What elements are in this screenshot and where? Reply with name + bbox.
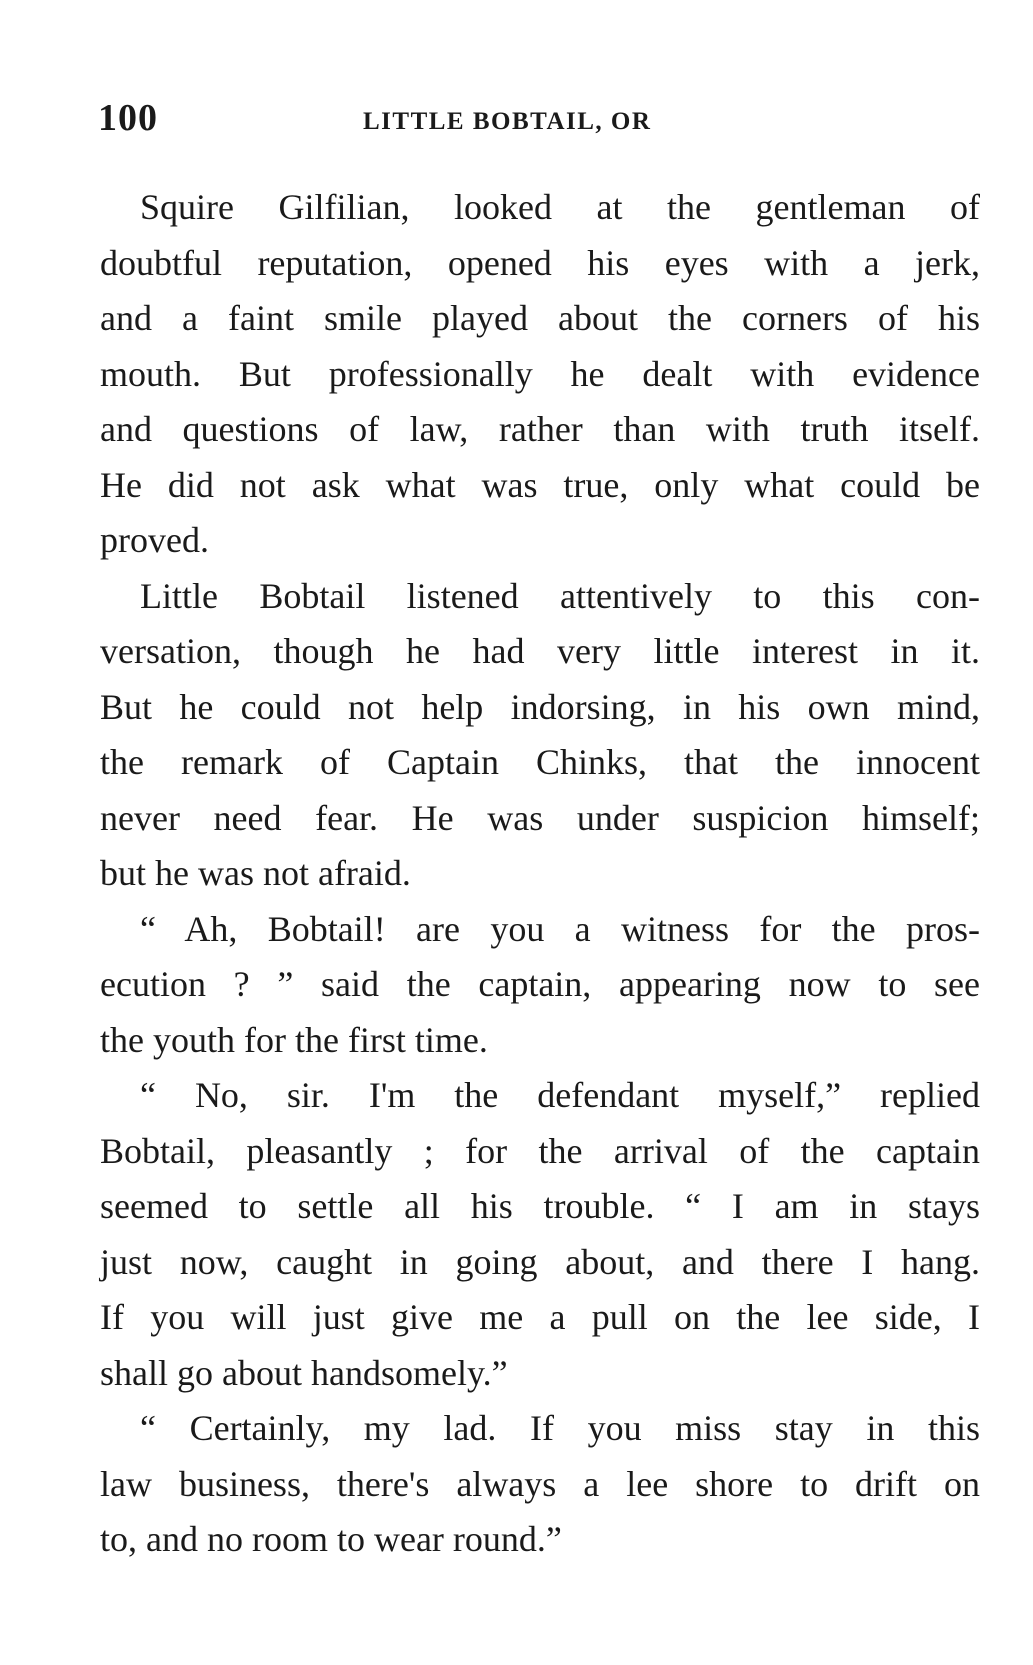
paragraph [100,1068,980,1401]
text-line: the remark of Captain Chinks, that the innocent [100,742,980,782]
text-line: to, and no room to wear round.” [100,1519,562,1559]
text-line: shall go about handsomely.” [100,1352,508,1393]
text-line: Little Bobtail listened attentively to this con- [140,575,980,616]
text-line: law business, there's always a lee shore to drift on [100,1463,980,1504]
running-head: LITTLE BOBTAIL, OR [363,108,652,135]
text-line: proved. [100,520,209,560]
text-line: just now, caught in going about, and there I hang. [100,1241,980,1282]
text-line: “ Ah, Bobtail! are you a witness for the pros- [140,908,980,949]
text-line: seemed to settle all his trouble. “ I am in stays [100,1186,980,1226]
text-line: the youth for the first time. [100,1019,488,1060]
text-line: Squire Gilfilian, looked at the gentleman of [140,187,980,227]
text-line: but he was not afraid. [100,853,411,893]
text-line: doubtful reputation, opened his eyes with a jerk, [100,242,980,283]
text-line: never need fear. He was under suspicion himself; [100,797,980,838]
text-line: But he could not help indorsing, in his own mind, [100,686,980,727]
body-text [100,180,980,1568]
text-line: Bobtail, pleasantly ; for the arrival of the captain [100,1130,980,1171]
paragraph [100,180,980,569]
paragraph [100,569,980,902]
paragraph [100,902,980,1069]
page-number: 100 [98,97,158,139]
text-line: ecution ? ” said the captain, appearing now to see [100,964,980,1004]
paragraph [100,1401,980,1568]
text-line: versation, though he had very little interest in it. [100,631,980,671]
text-line: If you will just give me a pull on the lee side, I [100,1297,980,1337]
text-line: and questions of law, rather than with truth itself. [100,409,980,449]
text-line: He did not ask what was true, only what could be [100,464,980,505]
page-header [98,96,978,146]
text-line: “ No, sir. I'm the defendant myself,” replied [140,1075,980,1115]
text-line: mouth. But professionally he dealt with evidence [100,353,980,394]
text-line: “ Certainly, my lad. If you miss stay in this [140,1408,980,1448]
text-line: and a faint smile played about the corners of his [100,298,980,338]
